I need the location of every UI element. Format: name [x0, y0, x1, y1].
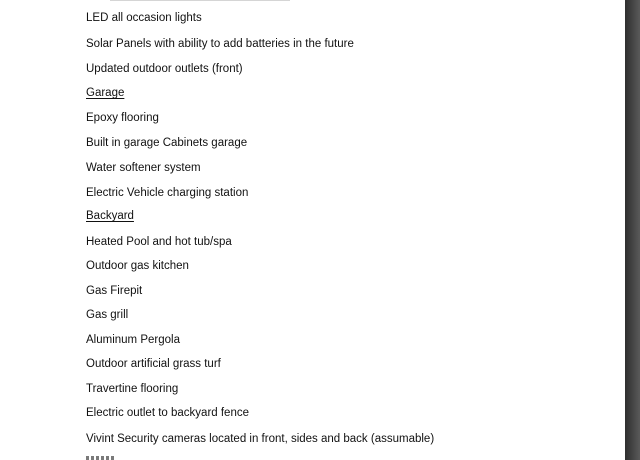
list-item: Gas Firepit — [86, 285, 143, 297]
list-item: Vivint Security cameras located in front, sides and back (assumable) — [86, 433, 435, 445]
list-item: Solar Panels with ability to add batteries in the future — [86, 38, 354, 50]
list-item: Electric outlet to backyard fence — [86, 407, 249, 419]
list-item: Electric Vehicle charging station — [86, 187, 249, 199]
page-edge-shadow — [625, 0, 640, 460]
list-item: Travertine flooring — [86, 383, 179, 395]
list-item: Built in garage Cabinets garage — [86, 137, 248, 149]
section-heading-backyard: Backyard — [86, 210, 134, 222]
list-item: Outdoor gas kitchen — [86, 260, 189, 272]
list-item: Epoxy flooring — [86, 112, 159, 124]
list-item: Gas grill — [86, 309, 129, 321]
top-rule — [110, 0, 290, 1]
list-item: Outdoor artificial grass turf — [86, 358, 221, 370]
list-item: Updated outdoor outlets (front) — [86, 63, 243, 75]
list-item: Aluminum Pergola — [86, 334, 180, 346]
list-item: LED all occasion lights — [86, 12, 202, 24]
section-heading-garage: Garage — [86, 87, 125, 99]
list-item: Water softener system — [86, 162, 201, 174]
cut-off-text-fragment — [86, 456, 116, 460]
list-item: Heated Pool and hot tub/spa — [86, 236, 232, 248]
